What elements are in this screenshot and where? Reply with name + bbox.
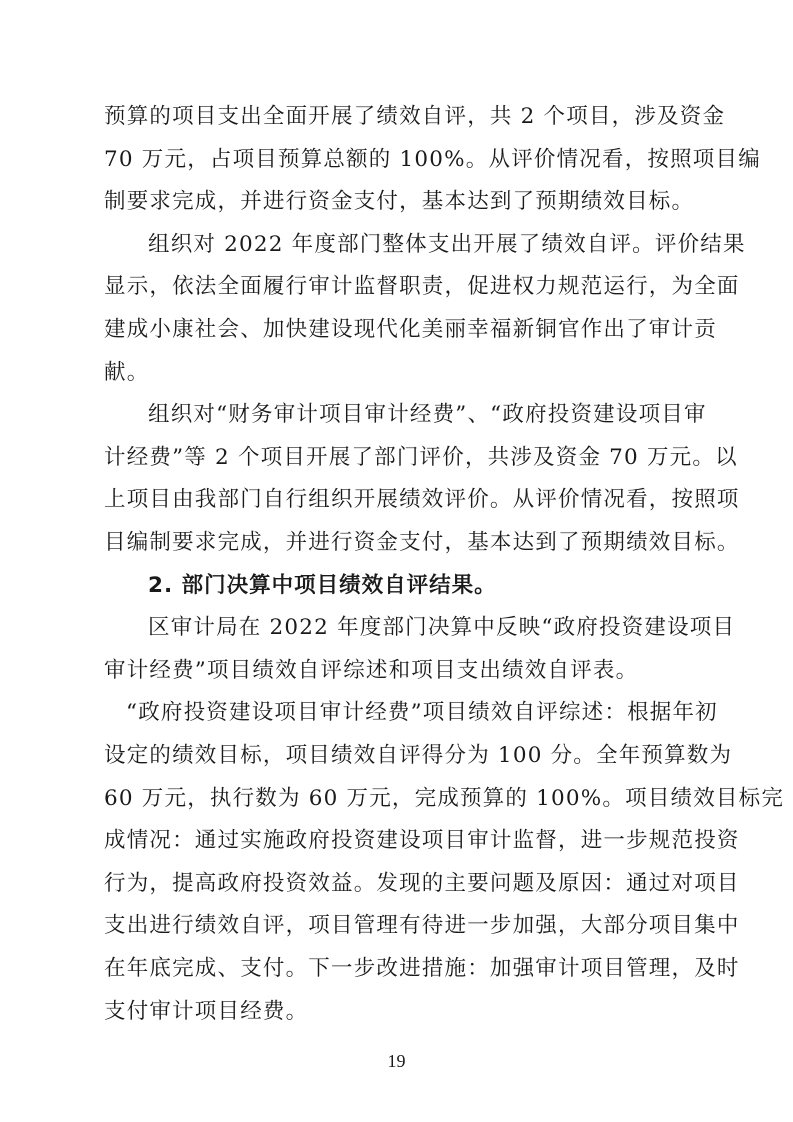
paragraph-5-line-3: 60 万元，执行数为 60 万元，完成预算的 100%。项目绩效目标完 <box>104 786 785 811</box>
paragraph-2-line-4: 献。 <box>104 360 150 385</box>
paragraph-1-line-1: 预算的项目支出全面开展了绩效自评，共 2 个项目，涉及资金 <box>104 104 726 129</box>
paragraph-2-line-2: 显示，依法全面履行审计监督职责，促进权力规范运行，为全面 <box>104 274 740 299</box>
paragraph-2-line-3: 建成小康社会、加快建设现代化美丽幸福新铜官作出了审计贡 <box>104 317 717 342</box>
paragraph-3-line-2: 计经费”等 2 个项目开展了部门评价，共涉及资金 70 万元。以 <box>104 445 738 470</box>
paragraph-5-line-1: “政府投资建设项目审计经费”项目绩效自评综述：根据年初 <box>126 700 718 725</box>
paragraph-4-line-1: 区审计局在 2022 年度部门决算中反映“政府投资建设项目 <box>148 615 736 640</box>
section-heading-2: 2. 部门决算中项目绩效自评结果。 <box>148 573 497 598</box>
page-number: 19 <box>387 1051 406 1071</box>
paragraph-5-line-2: 设定的绩效目标，项目绩效自评得分为 100 分。全年预算数为 <box>104 743 733 768</box>
paragraph-5-line-4: 成情况：通过实施政府投资建设项目审计监督，进一步规范投资 <box>104 828 740 853</box>
paragraph-4-line-2: 审计经费”项目绩效自评综述和项目支出绩效自评表。 <box>104 658 639 683</box>
paragraph-5-line-7: 在年底完成、支付。下一步改进措施：加强审计项目管理，及时 <box>104 956 740 981</box>
paragraph-1-line-2: 70 万元，占项目预算总额的 100%。从评价情况看，按照项目编 <box>104 147 761 172</box>
paragraph-2-line-1: 组织对 2022 年度部门整体支出开展了绩效自评。评价结果 <box>148 232 746 257</box>
paragraph-3-line-4: 目编制要求完成，并进行资金支付，基本达到了预期绩效目标。 <box>104 530 740 555</box>
paragraph-3-line-3: 上项目由我部门自行组织开展绩效评价。从评价情况看，按照项 <box>104 487 740 512</box>
paragraph-5-line-6: 支出进行绩效自评，项目管理有待进一步加强，大部分项目集中 <box>104 913 740 938</box>
paragraph-5-line-5: 行为，提高政府投资效益。发现的主要问题及原因：通过对项目 <box>104 871 740 896</box>
paragraph-5-line-8: 支付审计项目经费。 <box>104 999 309 1024</box>
paragraph-3-line-1: 组织对“财务审计项目审计经费”、“政府投资建设项目审 <box>148 402 707 427</box>
paragraph-1-line-3: 制要求完成，并进行资金支付，基本达到了预期绩效目标。 <box>104 189 695 214</box>
